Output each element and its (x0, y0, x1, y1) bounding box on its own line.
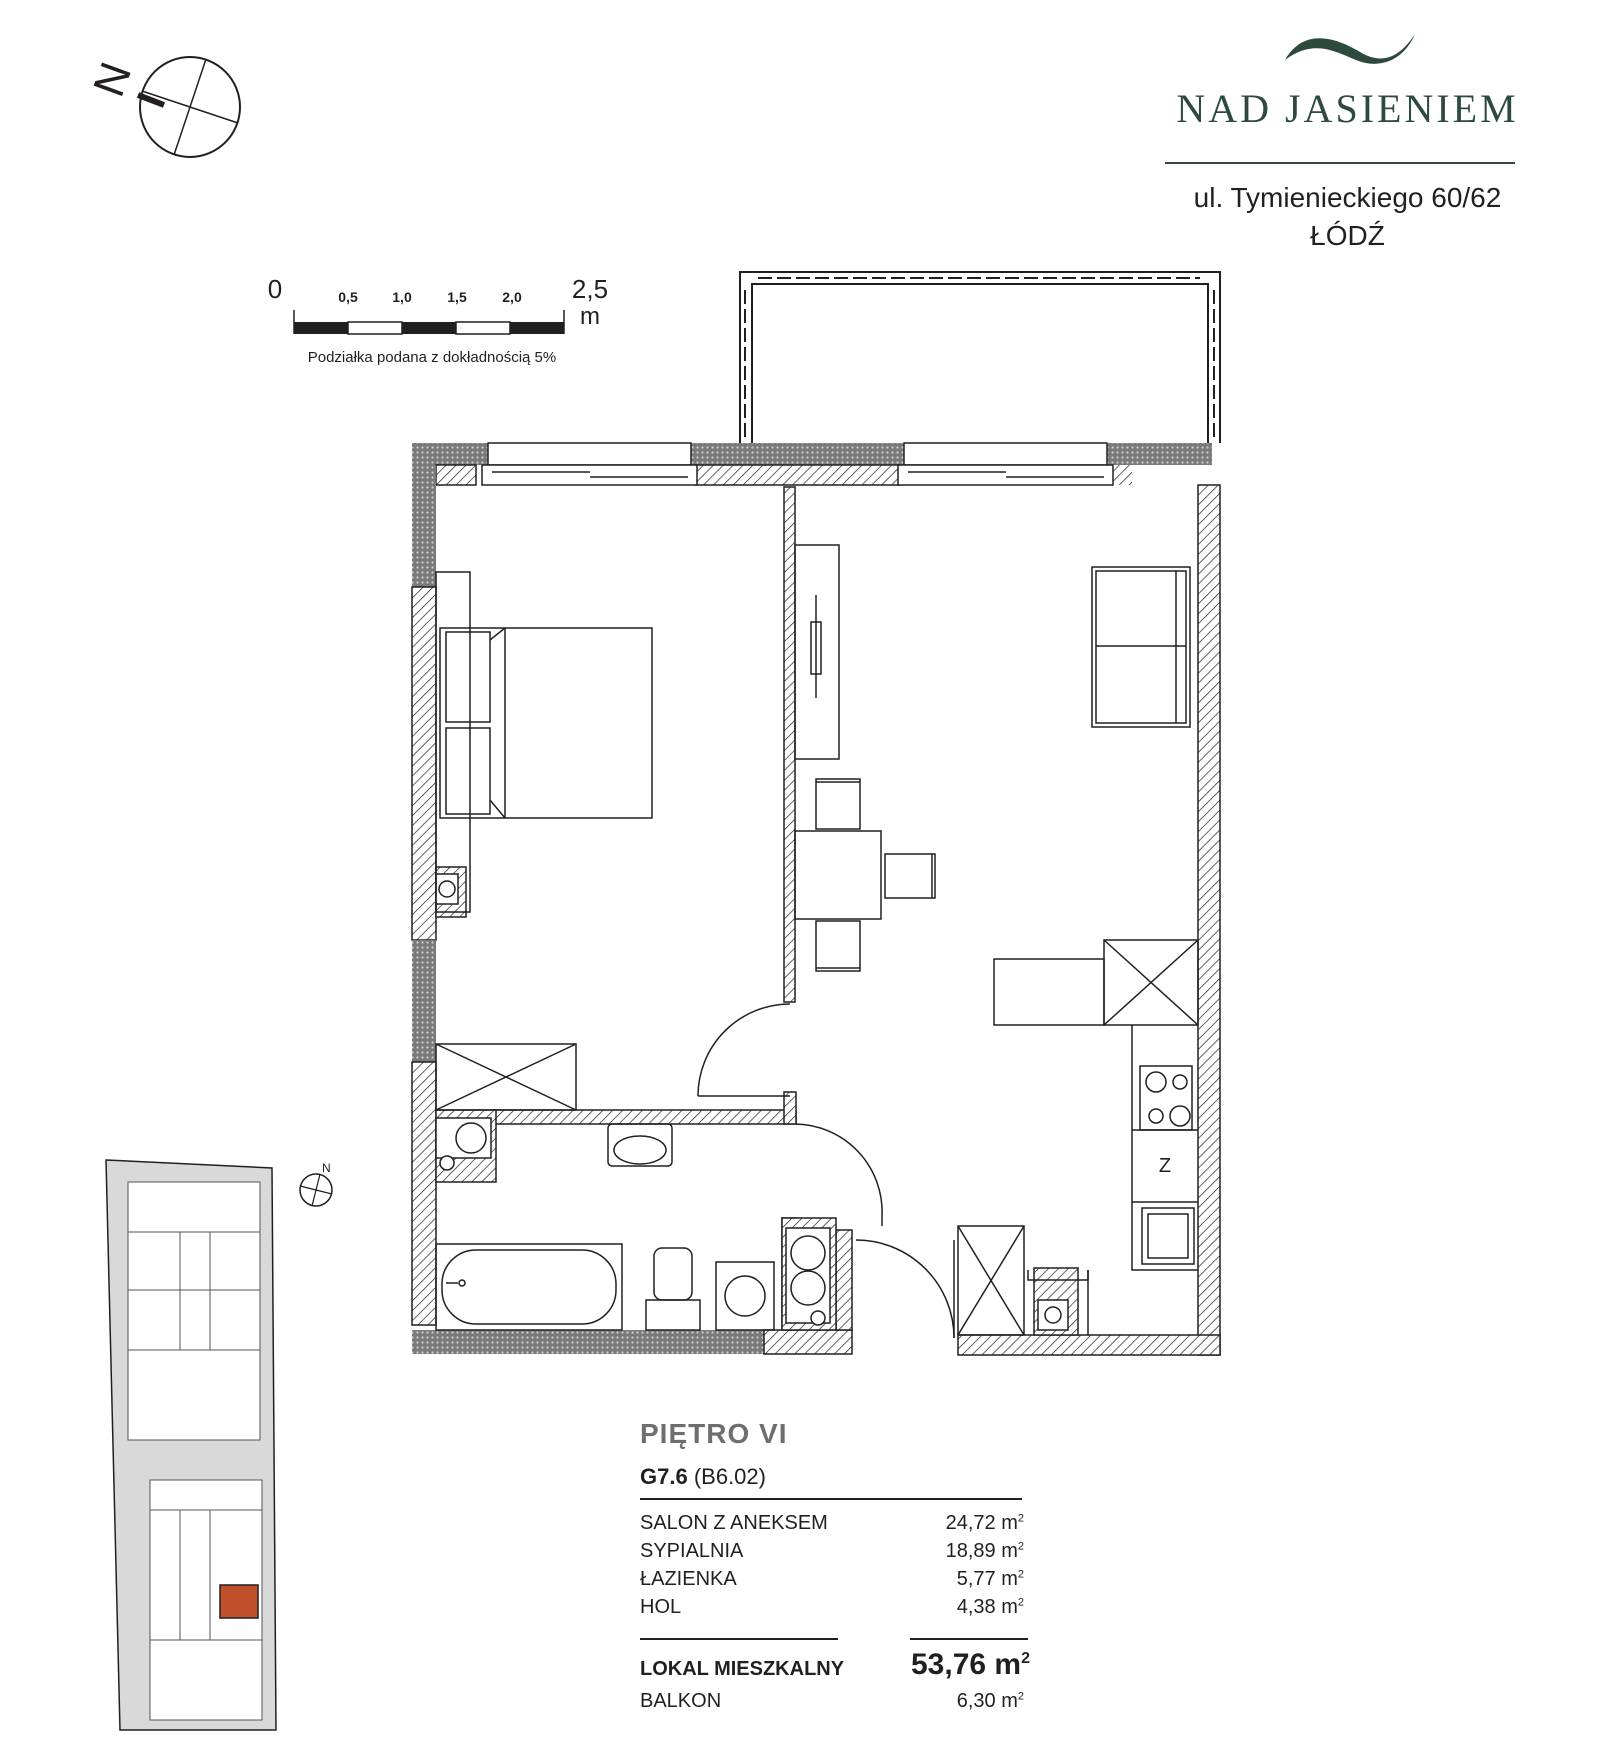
unit-code-alt: (B6.02) (693, 1464, 766, 1489)
balcony (740, 272, 1220, 443)
room-name: ŁAZIENKA (640, 1568, 737, 1590)
scale-tick-label: 0,5 (338, 289, 358, 305)
balcony-area: 6,30 m (956, 1690, 1018, 1712)
unit-code (640, 1464, 766, 1490)
scale-tick-label: 1,5 (447, 289, 467, 305)
divider (640, 1498, 1022, 1500)
site-north-compass-icon (292, 1160, 352, 1220)
room-area: 4,38 m (956, 1596, 1018, 1618)
divider (910, 1638, 1028, 1640)
bed (436, 572, 652, 912)
scale-note: Podziałka podana z dokładnością 5% (307, 349, 557, 366)
room-row: SYPIALNIA 18,89 $m^2$ (640, 1540, 1024, 1562)
north-label: N (84, 56, 142, 103)
room-row: SALON Z ANEKSEM 24,72 $m^2$ (640, 1512, 1024, 1534)
brand-block (1160, 30, 1535, 260)
fridge-label: Z (1158, 1155, 1172, 1177)
unit-code-main: G7.6 (640, 1464, 688, 1489)
scale-tick-label: 2,5 (571, 274, 609, 304)
room-area: 24,72 m (945, 1512, 1018, 1534)
unit-info (640, 1418, 1040, 1738)
kitchen (994, 940, 1198, 1335)
room-name: HOL (640, 1596, 682, 1618)
scale-bar (260, 268, 620, 378)
facade-wall (412, 443, 1212, 465)
dining-table (795, 779, 935, 971)
brand-divider (1165, 162, 1515, 164)
scale-tick-label: 2,0 (502, 289, 522, 305)
room-name: SYPIALNIA (640, 1540, 744, 1562)
site-north-label: N (322, 1161, 331, 1175)
balcony-row: BALKON 6,30 $m^2$ (640, 1690, 1024, 1712)
room-name: SALON Z ANEKSEM (640, 1512, 828, 1534)
address: ul. Tymienieckiego 60/62 (1193, 182, 1502, 213)
room-area: 18,89 m (945, 1540, 1018, 1562)
room-row: ŁAZIENKA 5,77 $m^2$ (640, 1568, 1024, 1590)
total-row: LOKAL MIESZKALNY 53,76 $m^2$ (640, 1648, 1030, 1681)
bathroom-fixtures (436, 1124, 774, 1330)
north-compass-icon (84, 55, 250, 165)
scale-tick-label: 1,0 (392, 289, 412, 305)
divider (640, 1638, 838, 1640)
total-label: LOKAL MIESZKALNY (640, 1658, 845, 1680)
apartment-highlight (220, 1585, 258, 1618)
room-area: 5,77 m (956, 1568, 1018, 1590)
city: ŁÓDŹ (1310, 220, 1385, 251)
brand-name: NAD JASIENIEM (1176, 86, 1519, 131)
window (482, 443, 1113, 485)
scale-tick-label: 0 (267, 274, 283, 304)
floor-label: PIĘTRO VI (640, 1418, 788, 1449)
sofa (1092, 567, 1190, 727)
total-area: 53,76 m (911, 1648, 1022, 1681)
scale-unit: m (580, 303, 600, 330)
site-plan (100, 1160, 360, 1730)
brand-wave-logo-icon (1280, 30, 1420, 70)
room-row: HOL 4,38 $m^2$ (640, 1596, 1024, 1618)
balcony-label: BALKON (640, 1690, 722, 1712)
